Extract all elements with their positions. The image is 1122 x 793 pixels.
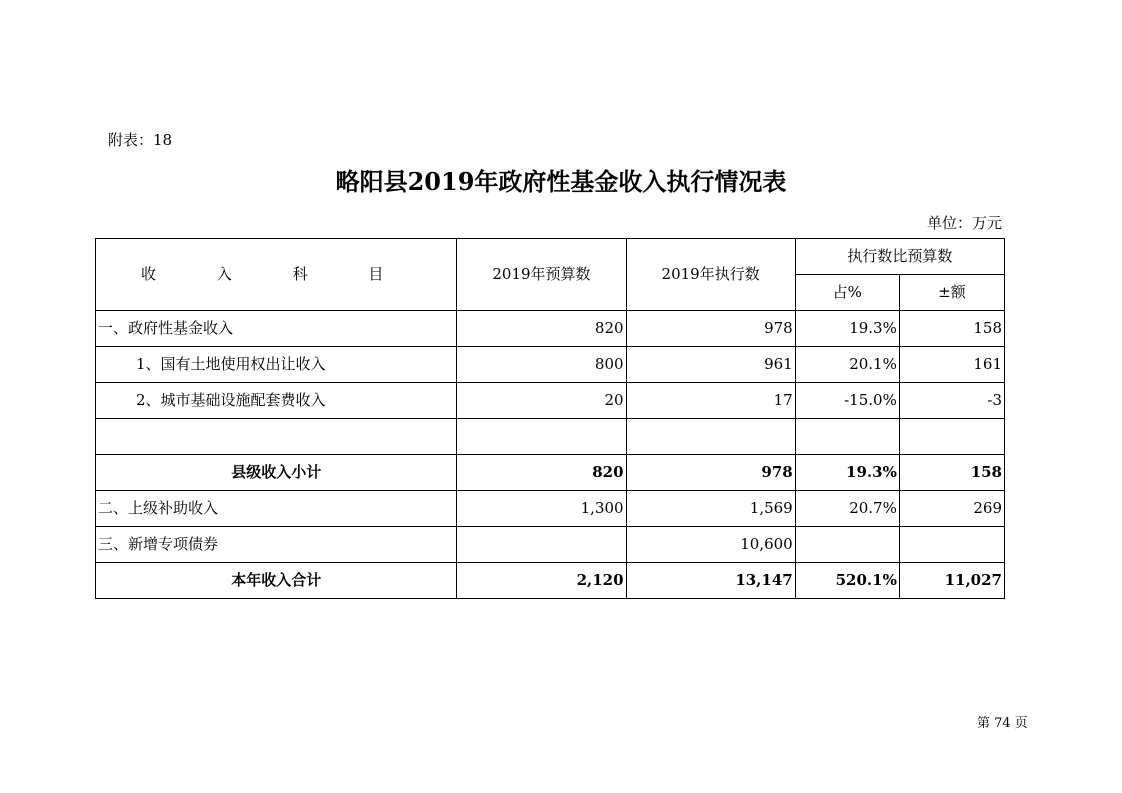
header-diff: ±额: [899, 275, 1004, 311]
header-budget: 2019年预算数: [457, 239, 626, 311]
row-subject: 县级收入小计: [96, 455, 457, 491]
unit-label: 单位：万元: [926, 214, 1002, 232]
row-diff: 158: [899, 311, 1004, 347]
row-budget: 820: [457, 311, 626, 347]
row-diff: 269: [899, 491, 1004, 527]
row-pct: 20.1%: [795, 347, 899, 383]
row-subject: 一、政府性基金收入: [96, 311, 457, 347]
row-pct: [795, 419, 899, 455]
page-number: 第 74 页: [977, 716, 1028, 731]
total-row: [96, 563, 1005, 599]
row-subject: 三、新增专项债券: [96, 527, 457, 563]
row-actual: 13,147: [626, 563, 795, 599]
row-pct: [795, 527, 899, 563]
row-subject: 1、国有土地使用权出让收入: [96, 347, 457, 383]
subtotal-row: [96, 455, 1005, 491]
row-subject: 2、城市基础设施配套费收入: [96, 383, 457, 419]
header-actual: 2019年执行数: [626, 239, 795, 311]
table-row: [96, 347, 1005, 383]
row-budget: 800: [457, 347, 626, 383]
row-subject: [96, 419, 457, 455]
row-budget: [457, 527, 626, 563]
table-row: [96, 527, 1005, 563]
row-actual: 10,600: [626, 527, 795, 563]
row-actual: 961: [626, 347, 795, 383]
row-budget: 20: [457, 383, 626, 419]
row-actual: [626, 419, 795, 455]
row-subject: 本年收入合计: [96, 563, 457, 599]
header-compare: 执行数比预算数: [795, 239, 1004, 275]
row-actual: 978: [626, 311, 795, 347]
header-row: [96, 239, 1005, 275]
row-budget: 820: [457, 455, 626, 491]
row-budget: 2,120: [457, 563, 626, 599]
table-row: [96, 311, 1005, 347]
table-row-empty: [96, 419, 1005, 455]
row-pct: 520.1%: [795, 563, 899, 599]
table-row: [96, 383, 1005, 419]
row-pct: 20.7%: [795, 491, 899, 527]
row-budget: 1,300: [457, 491, 626, 527]
row-pct: 19.3%: [795, 455, 899, 491]
table-row: [96, 491, 1005, 527]
attachment-label: 附表：18: [108, 131, 173, 149]
row-diff: -3: [899, 383, 1004, 419]
header-subject: 收 入 科 目: [96, 239, 457, 311]
row-pct: 19.3%: [795, 311, 899, 347]
row-diff: 158: [899, 455, 1004, 491]
row-budget: [457, 419, 626, 455]
revenue-table: [95, 238, 1005, 599]
row-diff: 11,027: [899, 563, 1004, 599]
page-title: 略阳县2019年政府性基金收入执行情况表: [335, 167, 787, 196]
row-actual: 978: [626, 455, 795, 491]
header-pct: 占%: [795, 275, 899, 311]
row-actual: 17: [626, 383, 795, 419]
row-diff: [899, 527, 1004, 563]
row-subject: 二、上级补助收入: [96, 491, 457, 527]
row-diff: 161: [899, 347, 1004, 383]
row-actual: 1,569: [626, 491, 795, 527]
row-pct: -15.0%: [795, 383, 899, 419]
row-diff: [899, 419, 1004, 455]
